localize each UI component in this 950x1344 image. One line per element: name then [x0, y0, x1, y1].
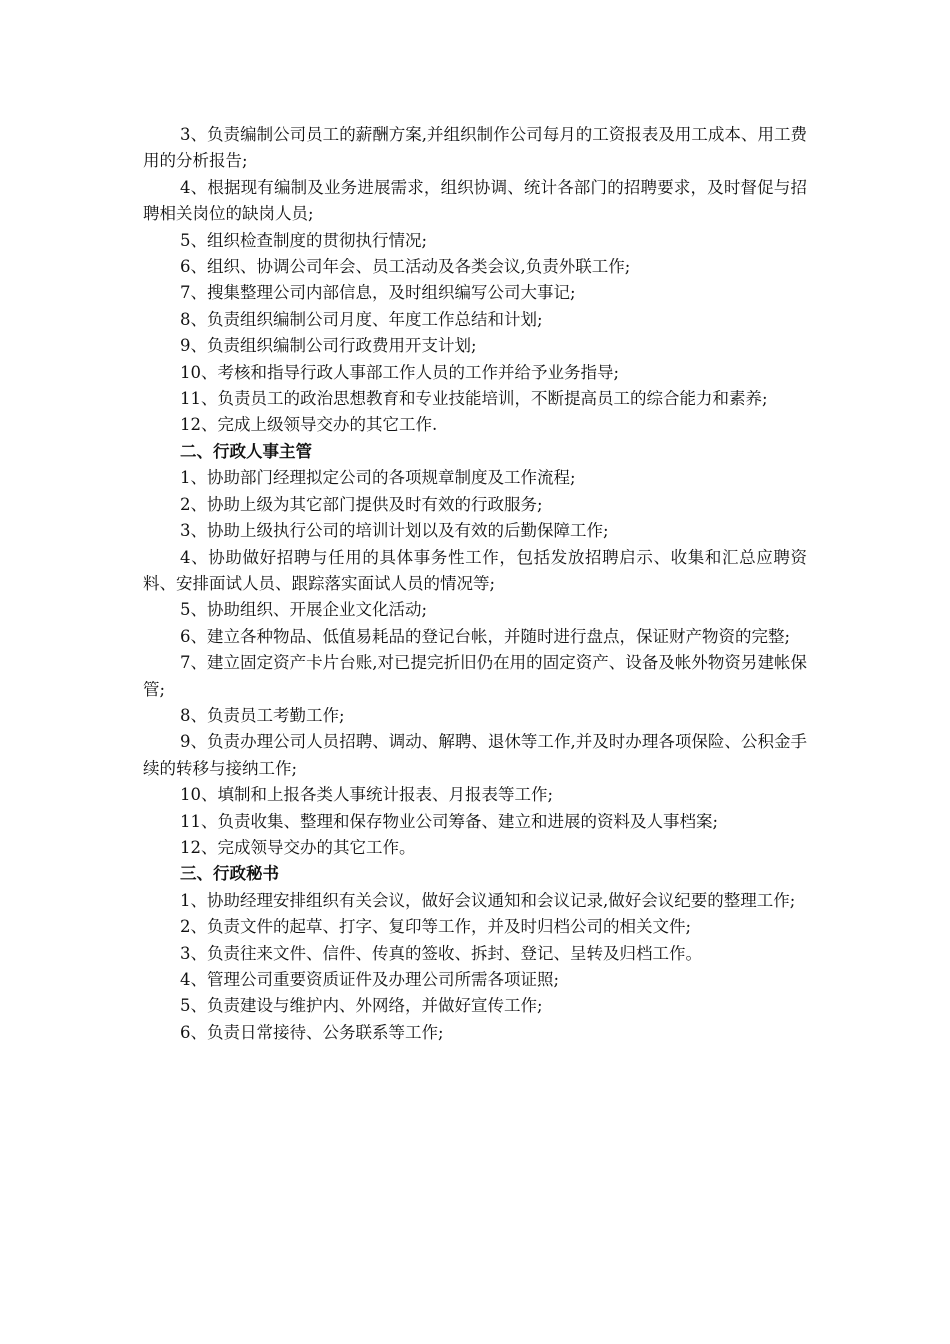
- list-item: 2、负责文件的起草、打字、复印等工作，并及时归档公司的相关文件;: [180, 917, 692, 937]
- list-item: 12、完成上级领导交办的其它工作.: [180, 415, 438, 435]
- list-item: 5、负责建设与维护内、外网络，并做好宣传工作;: [180, 996, 543, 1016]
- list-item: 1、协助部门经理拟定公司的各项规章制度及工作流程;: [180, 468, 576, 488]
- section-heading-admin-hr-supervisor: 二、行政人事主管: [180, 441, 312, 461]
- list-item: 3、负责编制公司员工的薪酬方案,并组织制作公司每月的工资报表及用工成本、用工费用的分析报告;: [143, 125, 807, 171]
- list-item: 7、建立固定资产卡片台账,对已提完折旧仍在用的固定资产、设备及帐外物资另建帐保管;: [143, 653, 807, 699]
- list-item: 5、组织检查制度的贯彻执行情况;: [180, 230, 428, 250]
- list-item: 9、负责组织编制公司行政费用开支计划;: [180, 336, 477, 356]
- list-item: 7、搜集整理公司内部信息，及时组织编写公司大事记;: [180, 283, 576, 303]
- list-item: 1、协助经理安排组织有关会议，做好会议通知和会议记录,做好会议纪要的整理工作;: [180, 890, 796, 910]
- list-item: 12、完成领导交办的其它工作。: [180, 837, 416, 857]
- list-item: 10、填制和上报各类人事统计报表、月报表等工作;: [180, 785, 554, 805]
- list-item: 4、管理公司重要资质证件及办理公司所需各项证照;: [180, 970, 560, 989]
- list-item: 11、负责员工的政治思想教育和专业技能培训，不断提高员工的综合能力和素养;: [180, 389, 768, 409]
- list-item: 2、协助上级为其它部门提供及时有效的行政服务;: [180, 494, 543, 514]
- list-item: 9、负责办理公司人员招聘、调动、解聘、退休等工作,并及时办理各项保险、公积金手续的转移与接纳工作;: [143, 732, 807, 778]
- list-item: 8、负责组织编制公司月度、年度工作总结和计划;: [180, 309, 543, 329]
- list-item: 6、建立各种物品、低值易耗品的登记台帐，并随时进行盘点，保证财产物资的完整;: [180, 626, 791, 646]
- list-item: 8、负责员工考勤工作;: [180, 705, 345, 725]
- document-body: [143, 122, 807, 1046]
- list-item: 4、根据现有编制及业务进展需求，组织协调、统计各部门的招聘要求，及时督促与招聘相关岗位的缺岗人员;: [143, 177, 807, 224]
- list-item: 3、协助上级执行公司的培训计划以及有效的后勤保障工作;: [180, 521, 609, 541]
- list-item: 11、负责收集、整理和保存物业公司筹备、建立和进展的资料及人事档案;: [180, 811, 719, 831]
- list-item: 3、负责往来文件、信件、传真的签收、拆封、登记、呈转及归档工作。: [180, 943, 702, 963]
- list-item: 10、考核和指导行政人事部工作人员的工作并给予业务指导;: [180, 362, 620, 382]
- section-heading-admin-secretary: 三、行政秘书: [180, 864, 279, 884]
- list-item: 4、协助做好招聘与任用的具体事务性工作，包括发放招聘启示、收集和汇总应聘资料、安排面试人员、跟踪落实面试人员的情况等;: [143, 547, 807, 593]
- list-item: 5、协助组织、开展企业文化活动;: [180, 600, 428, 620]
- list-item: 6、组织、协调公司年会、员工活动及各类会议,负责外联工作;: [180, 257, 631, 277]
- list-item: 6、负责日常接待、公务联系等工作;: [180, 1022, 444, 1042]
